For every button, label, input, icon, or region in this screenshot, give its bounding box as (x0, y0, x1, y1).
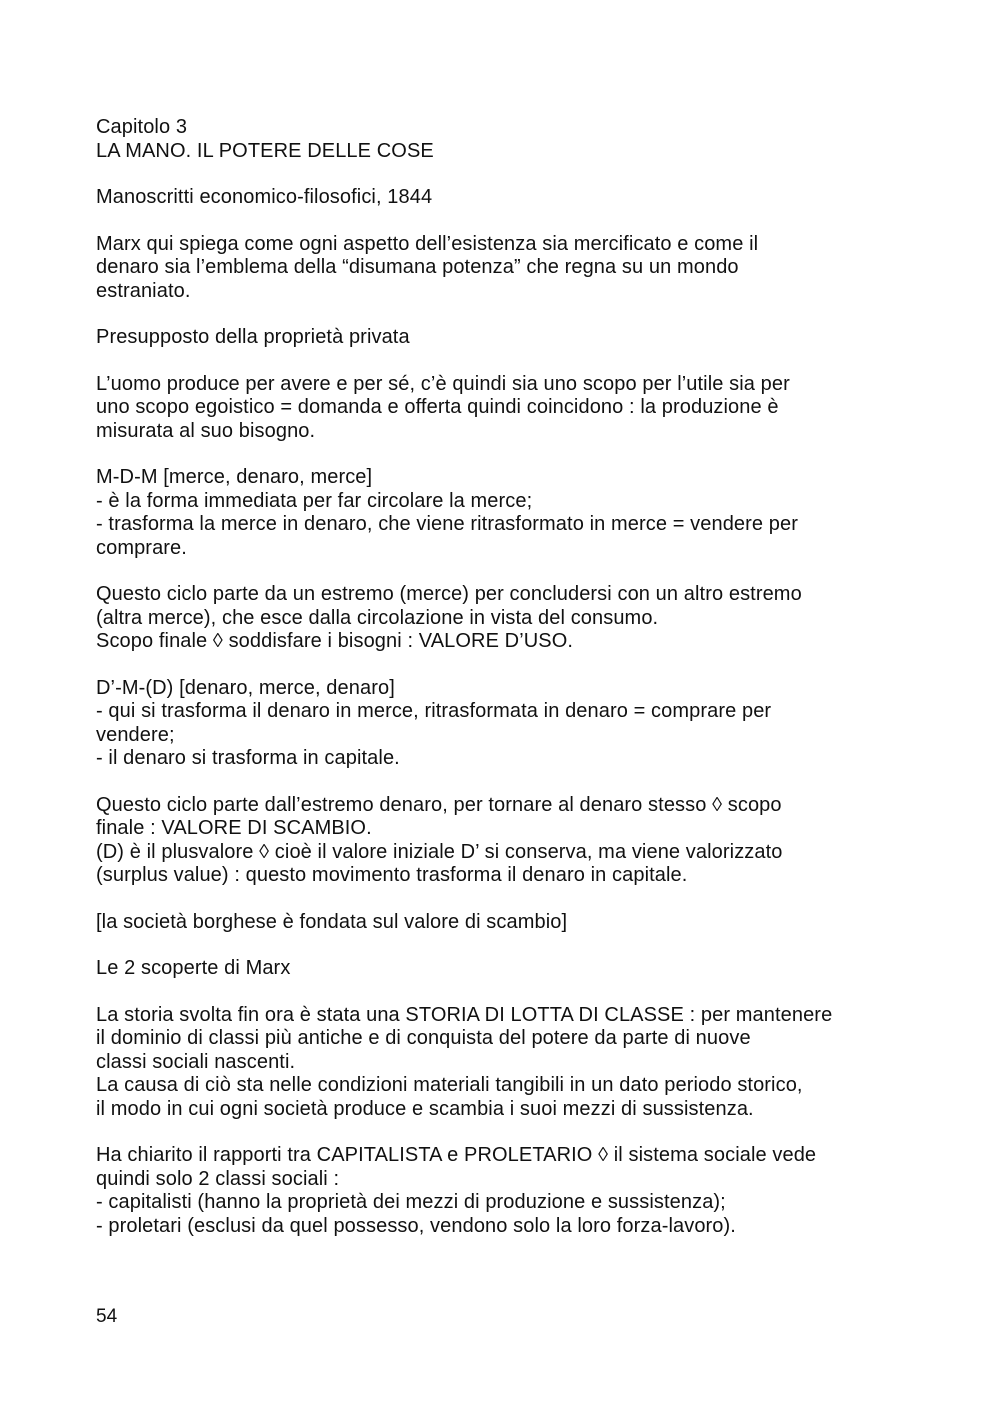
spacer (96, 654, 916, 677)
list-item: - trasforma la merce in denaro, che viene ritrasformato in merce = vendere per (96, 513, 798, 535)
paragraph-line: il modo in cui ogni società produce e scambia i suoi mezzi di sussistenza. (96, 1097, 754, 1120)
paragraph-line: La causa di ciò sta nelle condizioni materiali tangibili in un dato periodo storico, (96, 1074, 803, 1096)
spacer (96, 771, 916, 794)
chapter-title: LA MANO. IL POTERE DELLE COSE (96, 139, 434, 162)
bracket-note: [la società borghese è fondata sul valore di scambio] (96, 910, 568, 933)
dmd-block (96, 677, 916, 771)
paragraph-line: denaro sia l’emblema della “disumana potenza” che regna su un mondo (96, 256, 739, 278)
page-body (96, 116, 916, 1238)
paragraph-line: Questo ciclo parte da un estremo (merce) per concludersi con un altro estremo (96, 583, 802, 605)
list-item: - proletari (esclusi da quel possesso, vendono solo la loro forza-lavoro). (96, 1214, 736, 1237)
intro-paragraph (96, 233, 916, 304)
spacer (96, 560, 916, 583)
spacer (96, 934, 916, 957)
paragraph-line: L’uomo produce per avere e per sé, c’è quindi sia uno scopo per l’utile sia per (96, 372, 790, 395)
paragraph-line: il dominio di classi più antiche e di conquista del potere da parte di nuove (96, 1027, 751, 1049)
paragraph-line: La storia svolta fin ora è stata una STORIA DI LOTTA DI CLASSE : per mantenere (96, 1003, 833, 1026)
spacer (96, 443, 916, 466)
spacer (96, 163, 916, 186)
mdm-explanation (96, 583, 916, 654)
paragraph-line: classi sociali nascenti. (96, 1050, 296, 1073)
list-item: - qui si trasforma il denaro in merce, ritrasformata in denaro = comprare per (96, 700, 772, 722)
paragraph-line: estraniato. (96, 279, 191, 302)
paragraph-line: misurata al suo bisogno. (96, 419, 316, 442)
class-struggle-paragraph (96, 1004, 916, 1122)
paragraph-line: Questo ciclo parte dall’estremo denaro, per tornare al denaro stesso ◊ scopo (96, 793, 782, 816)
paragraph-line: (altra merce), che esce dalla circolazione in vista del consumo. (96, 606, 659, 629)
chapter-label: Capitolo 3 (96, 116, 188, 138)
dmd-explanation (96, 794, 916, 888)
list-item: vendere; (96, 723, 175, 746)
page-number: 54 (96, 1306, 118, 1327)
paragraph-line: uno scopo egoistico = domanda e offerta quindi coincidono : la produzione è (96, 396, 779, 418)
list-item: - capitalisti (hanno la proprietà dei mezzi di produzione e sussistenza); (96, 1191, 726, 1213)
paragraph-line: (surplus value) : questo movimento trasforma il denaro in capitale. (96, 864, 688, 886)
mdm-heading: M-D-M [merce, denaro, merce] (96, 466, 373, 488)
private-property-paragraph (96, 373, 916, 444)
paragraph-line: quindi solo 2 classi sociali : (96, 1167, 340, 1190)
paragraph-line: Marx qui spiega come ogni aspetto dell’esistenza sia mercificato e come il (96, 232, 759, 255)
section-heading: Presupposto della proprietà privata (96, 326, 410, 348)
mdm-block (96, 466, 916, 560)
paragraph-line: Ha chiarito il rapporti tra CAPITALISTA e PROLETARIO ◊ il sistema sociale vede (96, 1144, 817, 1166)
spacer (96, 210, 916, 233)
paragraph-line: (D) è il plusvalore ◊ cioè il valore iniziale D’ si conserva, ma viene valorizzato (96, 840, 783, 863)
spacer (96, 888, 916, 911)
dmd-heading: D’-M-(D) [denaro, merce, denaro] (96, 676, 395, 699)
section-heading: Le 2 scoperte di Marx (96, 957, 291, 979)
list-item: - il denaro si trasforma in capitale. (96, 747, 400, 769)
list-item: comprare. (96, 536, 187, 559)
source-title: Manoscritti economico-filosofici, 1844 (96, 186, 433, 208)
spacer (96, 981, 916, 1004)
paragraph-line: Scopo finale ◊ soddisfare i bisogni : VALORE D’USO. (96, 630, 574, 652)
spacer (96, 350, 916, 373)
spacer (96, 1121, 916, 1144)
list-item: - è la forma immediata per far circolare la merce; (96, 489, 533, 512)
spacer (96, 303, 916, 326)
paragraph-line: finale : VALORE DI SCAMBIO. (96, 817, 372, 839)
classes-paragraph (96, 1144, 916, 1238)
